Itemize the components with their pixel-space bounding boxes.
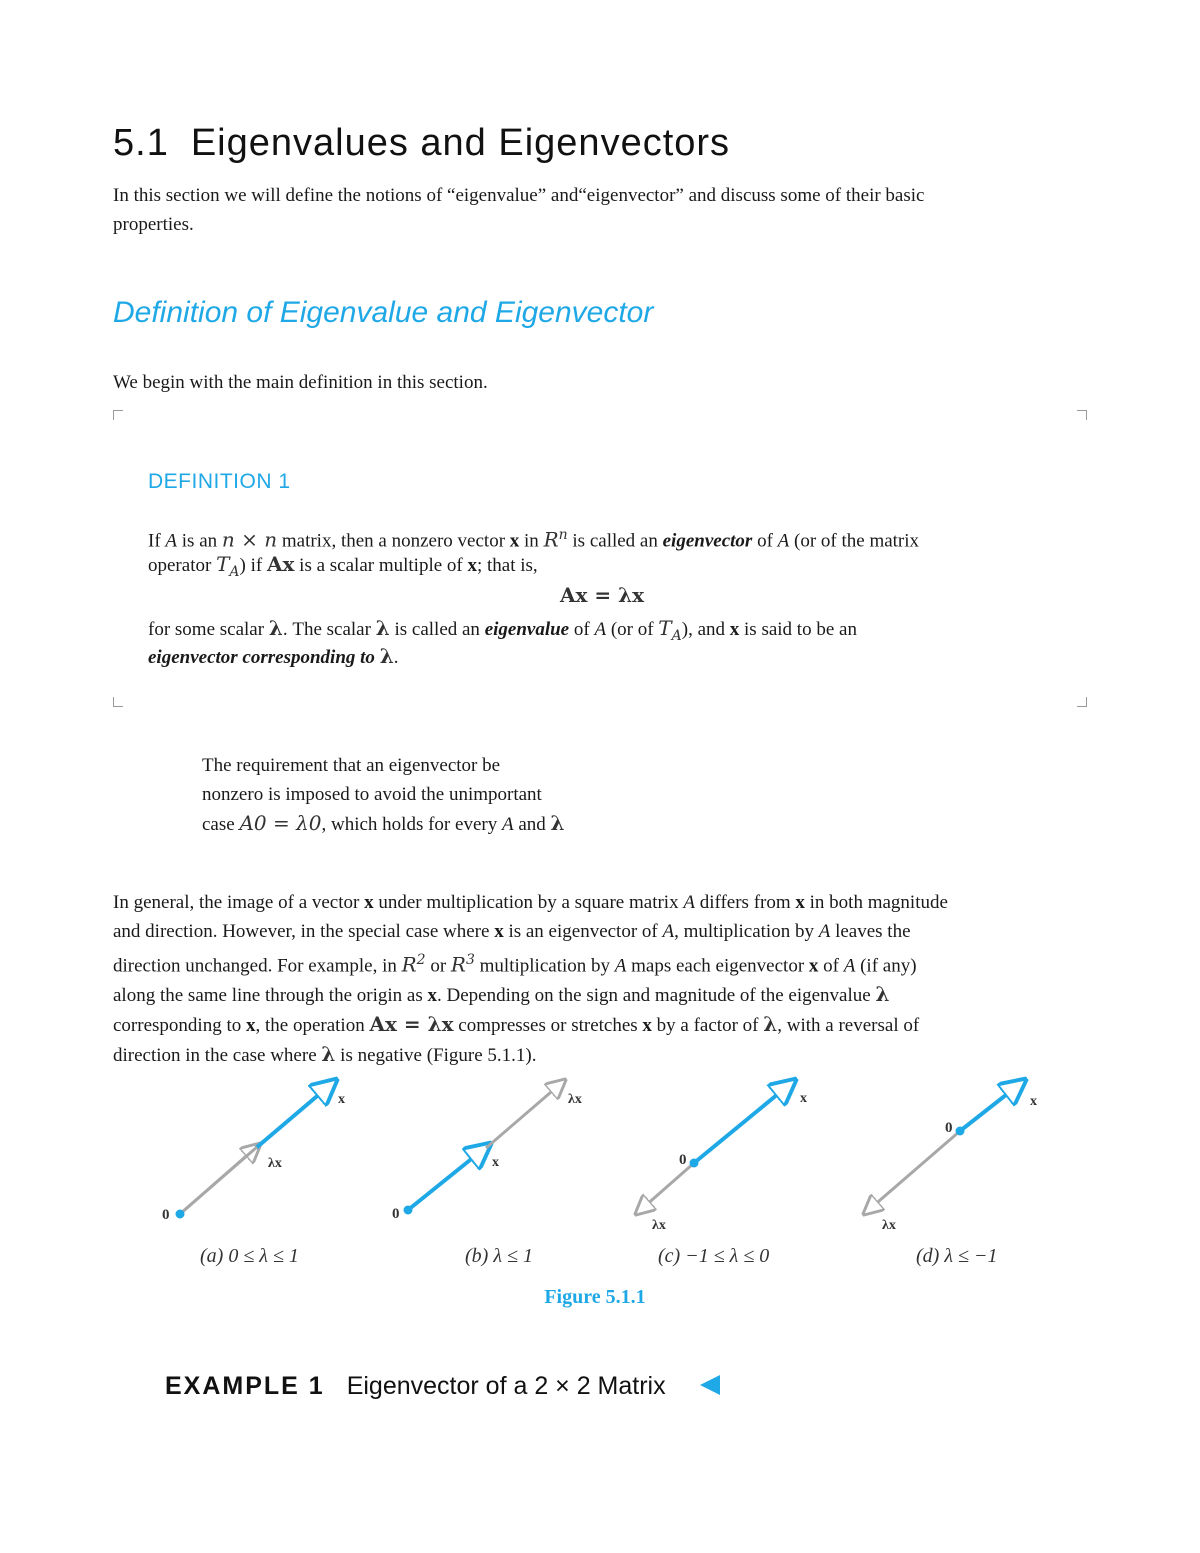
x-label: x <box>492 1155 499 1170</box>
text: ) if <box>239 555 267 576</box>
panel-c <box>636 1080 807 1267</box>
math-x: x <box>729 619 740 640</box>
example-title: Eigenvector of a 2 × 2 Matrix <box>346 1372 666 1400</box>
text: (or of the matrix <box>789 530 920 552</box>
text: is said to be an <box>739 619 857 640</box>
text: by a factor of <box>651 1015 764 1037</box>
math-superscript-3: 3 <box>465 952 475 968</box>
math-lambda: λ <box>268 616 283 640</box>
math-A: A <box>843 955 856 977</box>
text: and <box>513 814 551 835</box>
text: , the operation <box>255 1015 370 1037</box>
scaled-vector-line <box>486 1080 565 1148</box>
section-number: 5.1 <box>113 122 169 164</box>
text: direction unchanged. For example, in <box>113 955 402 977</box>
math-x: x <box>494 921 504 942</box>
vector-x-line <box>408 1144 490 1210</box>
intro-paragraph <box>113 181 1093 239</box>
text: case <box>202 814 240 835</box>
math-R: R <box>543 527 559 552</box>
vector-x-line <box>256 1080 336 1148</box>
panel-caption: (b) λ ≤ 1 <box>465 1245 533 1267</box>
text: is a scalar multiple of <box>294 555 468 576</box>
vector-x-line <box>694 1080 795 1163</box>
text: of <box>752 530 778 552</box>
term-eigenvalue: eigenvalue <box>484 619 570 640</box>
text: in <box>519 530 544 552</box>
panel-caption: (a) 0 ≤ λ ≤ 1 <box>200 1245 299 1267</box>
left-triangle-icon[interactable] <box>700 1375 720 1395</box>
text: is an eigenvector of <box>503 921 663 942</box>
text: is called an <box>389 619 485 640</box>
math-x: x <box>364 892 374 913</box>
text: . Depending on the sign and magnitude of the eigenvalue <box>436 985 876 1007</box>
text: direction in the case where <box>113 1045 322 1067</box>
side-note <box>202 751 622 839</box>
para-line <box>113 946 1103 980</box>
panel-a <box>162 1080 345 1267</box>
note-line <box>202 809 622 839</box>
box-corner-top-right <box>1077 410 1087 420</box>
math-T: T <box>658 616 672 640</box>
text: In general, the image of a vector <box>113 892 365 913</box>
math-R: R <box>450 952 466 977</box>
example-label: EXAMPLE 1 <box>165 1372 325 1400</box>
math-lambda: λ <box>375 616 390 640</box>
lambda-x-label: λx <box>568 1092 582 1107</box>
para-line <box>113 888 1103 917</box>
text: for some scalar <box>148 619 269 640</box>
definition-line <box>148 642 398 672</box>
origin-label: 0 <box>679 1152 687 1168</box>
math-A: A <box>594 619 607 640</box>
section-title-text: Eigenvalues and Eigenvectors <box>190 122 731 164</box>
math-x: x <box>795 892 805 913</box>
intro-line: properties. <box>113 214 194 235</box>
math-x: x <box>467 555 477 576</box>
vector-x-line <box>960 1080 1025 1131</box>
math-A: A <box>683 892 695 913</box>
example-heading <box>165 1372 720 1401</box>
math-lambda: λ <box>550 811 565 835</box>
figure-eigenvector-panels <box>140 1072 1060 1282</box>
lambda-x-label: λx <box>882 1218 896 1233</box>
math-lambda: λ <box>763 1012 778 1037</box>
section-title <box>113 122 730 165</box>
math-T: T <box>216 552 230 576</box>
text: under multiplication by a square matrix <box>373 892 684 913</box>
origin-label: 0 <box>162 1207 170 1223</box>
text: and direction. However, in the special case where <box>113 921 495 942</box>
definition-heading: DEFINITION 1 <box>148 470 291 493</box>
math-superscript-n: n <box>558 527 568 543</box>
text: maps each eigenvector <box>626 955 809 977</box>
math-A: A <box>501 814 514 835</box>
definition-line <box>148 550 538 587</box>
origin-label: 0 <box>945 1120 953 1136</box>
box-corner-bottom-right <box>1077 697 1087 707</box>
panel-d <box>864 1080 1037 1267</box>
note-line: The requirement that an eigenvector be <box>202 755 501 776</box>
term-eigenvector: eigenvector <box>662 530 753 552</box>
text: ), and <box>681 619 730 640</box>
scaled-vector-line <box>636 1163 694 1214</box>
math-A: A <box>818 921 831 942</box>
text: is called an <box>567 530 663 552</box>
text: matrix, then a nonzero vector <box>277 530 510 552</box>
box-corner-bottom-left <box>113 697 123 707</box>
math-lambda: λ <box>875 982 890 1007</box>
text: operator <box>148 555 217 576</box>
para-line <box>113 980 1103 1010</box>
math-Ax: Ax <box>266 552 295 576</box>
explanation-paragraph <box>113 888 1103 1070</box>
panel-caption: (c) −1 ≤ λ ≤ 0 <box>658 1245 770 1267</box>
lead-sentence: We begin with the main definition in this section. <box>113 372 488 393</box>
origin-dot <box>404 1206 413 1215</box>
para-line <box>113 917 1103 946</box>
math-R: R <box>401 952 417 977</box>
text: . The scalar <box>282 619 376 640</box>
text: , multiplication by <box>674 921 819 942</box>
math-x: x <box>427 985 437 1007</box>
text: ; that is, <box>476 555 538 576</box>
panel-caption: (d) λ ≤ −1 <box>916 1245 998 1267</box>
origin-dot <box>956 1127 965 1136</box>
text: (or of <box>606 619 659 640</box>
x-label: x <box>1030 1094 1037 1109</box>
text: or <box>425 955 451 977</box>
x-label: x <box>800 1091 807 1106</box>
origin-dot <box>176 1210 185 1219</box>
text: multiplication by <box>474 955 615 977</box>
math-lambda: λ <box>379 644 394 668</box>
math-A0-eq: A0 = λ0 <box>239 811 322 835</box>
text: , with a reversal of <box>777 1015 920 1037</box>
scaled-vector-segment <box>180 1147 257 1214</box>
math-A: A <box>662 921 675 942</box>
lambda-x-label: λx <box>652 1218 666 1233</box>
text: of <box>818 955 844 977</box>
intro-line: In this section we will define the notions of “eigenvalue” and“eigenvector” and discuss some of their basic <box>113 185 925 206</box>
x-label: x <box>338 1092 345 1107</box>
para-line <box>113 1010 1103 1040</box>
math-subscript-A: A <box>229 563 240 580</box>
text: (if any) <box>855 955 917 977</box>
figure-caption: Figure 5.1.1 <box>544 1286 646 1308</box>
math-A: A <box>165 530 178 552</box>
scaled-vector-line <box>864 1131 960 1214</box>
math-subscript-A: A <box>671 627 682 644</box>
math-n-by-n: n × n <box>221 527 278 552</box>
text: differs from <box>694 892 796 913</box>
box-corner-top-left <box>113 410 123 420</box>
math-superscript-2: 2 <box>416 952 426 968</box>
text: is an <box>177 530 222 552</box>
text: in both magnitude <box>804 892 948 913</box>
math-x: x <box>245 1015 256 1037</box>
para-line <box>113 1040 1103 1070</box>
math-lambda: λ <box>321 1042 336 1067</box>
math-x: x <box>642 1015 652 1037</box>
subheading: Definition of Eigenvalue and Eigenvector <box>113 296 654 329</box>
math-x: x <box>808 955 819 977</box>
text: along the same line through the origin as <box>113 985 428 1007</box>
text: . <box>393 647 399 668</box>
text: compresses or stretches <box>453 1015 643 1037</box>
panel-b <box>392 1080 582 1267</box>
text: of <box>569 619 595 640</box>
origin-label: 0 <box>392 1206 400 1222</box>
text: , which holds for every <box>321 814 502 835</box>
text: If <box>148 530 166 552</box>
math-Ax-eq: Ax = λx <box>369 1012 454 1037</box>
math-x: x <box>509 530 520 552</box>
math-A: A <box>614 955 627 977</box>
text: is negative (Figure 5.1.1). <box>335 1045 537 1067</box>
term-eigenvector-corresponding: eigenvector corresponding to <box>148 647 380 668</box>
text: corresponding to <box>113 1015 246 1037</box>
definition-equation: Ax = λx <box>560 583 645 607</box>
lambda-x-label: λx <box>268 1156 282 1171</box>
note-line: nonzero is imposed to avoid the unimportant <box>202 784 542 805</box>
text: leaves the <box>830 921 911 942</box>
origin-dot <box>690 1159 699 1168</box>
math-A: A <box>777 530 790 552</box>
